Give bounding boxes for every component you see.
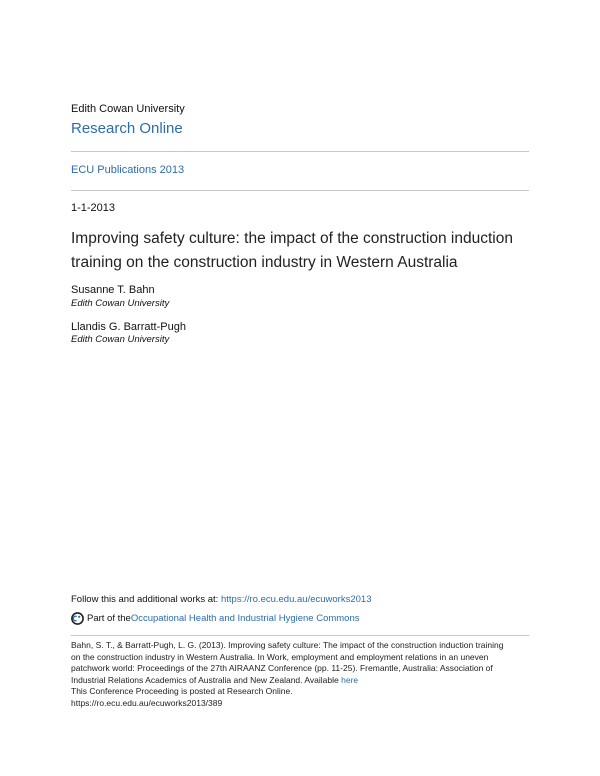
citation-block bbox=[71, 640, 531, 710]
citation-line-with-link bbox=[71, 675, 531, 687]
author-name: Susanne T. Bahn bbox=[71, 284, 155, 296]
part-of-text: Part of the bbox=[87, 613, 131, 624]
site-title-link[interactable]: Research Online bbox=[71, 120, 183, 137]
publication-date: 1-1-2013 bbox=[71, 202, 116, 214]
commons-link[interactable]: Occupational Health and Industrial Hygiene Commons bbox=[130, 613, 360, 624]
citation-line: Bahn, S. T., & Barratt-Pugh, L. G. (2013). Improving safety culture: The impact of the construction induction training bbox=[71, 640, 504, 650]
author-name: Llandis G. Barratt-Pugh bbox=[71, 321, 186, 333]
posted-note: This Conference Proceeding is posted at Research Online. bbox=[71, 686, 293, 697]
author-affiliation: Edith Cowan University bbox=[71, 298, 170, 309]
institution-name: Edith Cowan University bbox=[71, 103, 185, 115]
author-affiliation: Edith Cowan University bbox=[71, 334, 170, 345]
citation-line: patchwork world: Proceedings of the 27th AIRAANZ Conference (pp. 11-25). Fremantle, Australia: Association of bbox=[71, 663, 493, 674]
creative-commons-icon bbox=[71, 612, 84, 625]
citation-line: on the construction industry in Western Australia. In Work, employment and employment relations in an uneven bbox=[71, 651, 489, 662]
divider bbox=[71, 151, 529, 152]
paper-title: Improving safety culture: the impact of the construction induction training on the construction industry in Western Australia bbox=[71, 230, 513, 271]
follow-text: Follow this and additional works at: bbox=[71, 594, 221, 605]
follow-link[interactable]: https://ro.ecu.edu.au/ecuworks2013 bbox=[220, 594, 372, 605]
collection-link[interactable]: ECU Publications 2013 bbox=[71, 164, 185, 176]
available-here-link[interactable]: here bbox=[341, 674, 359, 685]
citation-url: https://ro.ecu.edu.au/ecuworks2013/389 bbox=[71, 697, 223, 708]
part-of-line bbox=[71, 612, 360, 625]
citation-line: Industrial Relations Academics of Australia and New Zealand. Available bbox=[71, 674, 342, 685]
divider bbox=[71, 635, 529, 636]
divider bbox=[71, 190, 529, 191]
follow-line bbox=[71, 594, 371, 605]
